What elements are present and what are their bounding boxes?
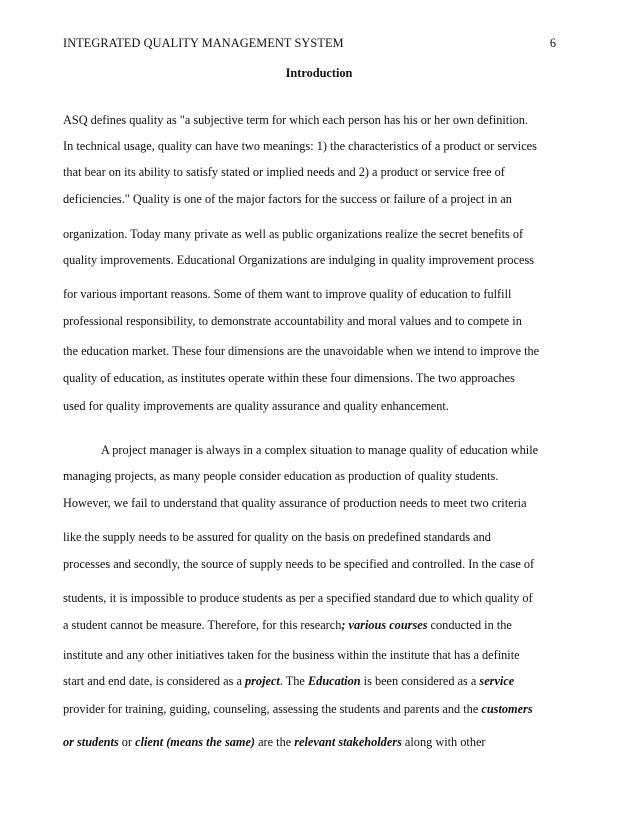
text-line: used for quality improvements are quality assurance and quality enhancement. <box>63 399 449 413</box>
text-line: the education market. These four dimensions are the unavoidable when we intend to improve the <box>63 344 540 358</box>
text-line: students, it is impossible to produce students as per a specified standard due to which quality of <box>63 591 533 605</box>
text-line: A project manager is always in a complex situation to manage quality of education while <box>101 443 539 457</box>
section-heading: Introduction <box>285 66 353 80</box>
emphasis-client: client (means the same) <box>135 735 255 749</box>
text-line: for various important reasons. Some of them want to improve quality of education to fulfill <box>63 287 512 301</box>
text-line: that bear on its ability to satisfy stated or implied needs and 2) a product or service free of <box>63 165 505 179</box>
text-line: ASQ defines quality as "a subjective term for which each person has his or her own definition. <box>63 113 529 127</box>
text-run: or <box>118 735 136 749</box>
text-line <box>63 734 486 750</box>
header-title: INTEGRATED QUALITY MANAGEMENT SYSTEM <box>63 36 344 50</box>
text-line: deficiencies." Quality is one of the major factors for the success or failure of a project in an <box>63 192 512 206</box>
text-run: . The <box>279 674 308 688</box>
text-run: is been considered as a <box>360 674 480 688</box>
text-line: In technical usage, quality can have two meanings: 1) the characteristics of a product or services <box>63 139 537 153</box>
emphasis-or-students: or students <box>63 735 119 749</box>
text-line: like the supply needs to be assured for quality on the basis on predefined standards and <box>63 530 491 544</box>
emphasis-customers: customers <box>481 702 533 716</box>
text-run: provider for training, guiding, counseling, assessing the students and parents and the <box>63 702 482 716</box>
emphasis-service: service <box>479 674 515 688</box>
text-line: However, we fail to understand that quality assurance of production needs to meet two criteria <box>63 496 527 510</box>
running-header <box>63 36 556 52</box>
emphasis-various-courses: ; various courses <box>341 618 428 632</box>
text-run: along with other <box>401 735 486 749</box>
text-line: professional responsibility, to demonstrate accountability and moral values and to compete in <box>63 314 522 328</box>
text-run: start and end date, is considered as a <box>63 674 245 688</box>
text-run: conducted in the <box>427 618 512 632</box>
text-line: quality improvements. Educational Organizations are indulging in quality improvement process <box>63 253 535 267</box>
page-number: 6 <box>549 36 556 50</box>
text-line <box>63 617 512 633</box>
emphasis-education: Education <box>307 674 361 688</box>
text-line: managing projects, as many people consider education as production of quality students. <box>63 469 499 483</box>
text-line <box>63 673 514 689</box>
text-line: quality of education, as institutes operate within these four dimensions. The two approaches <box>63 371 515 385</box>
text-line <box>63 701 533 717</box>
text-line: organization. Today many private as well as public organizations realize the secret benefits of <box>63 227 524 241</box>
emphasis-relevant-stakeholders: relevant stakeholders <box>294 735 402 749</box>
text-run: are the <box>255 735 295 749</box>
text-line: institute and any other initiatives taken for the business within the institute that has a definite <box>63 648 520 662</box>
text-line: processes and secondly, the source of supply needs to be specified and controlled. In the case of <box>63 557 535 571</box>
text-run: a student cannot be measure. Therefore, for this research <box>63 618 342 632</box>
emphasis-project: project <box>245 674 280 688</box>
